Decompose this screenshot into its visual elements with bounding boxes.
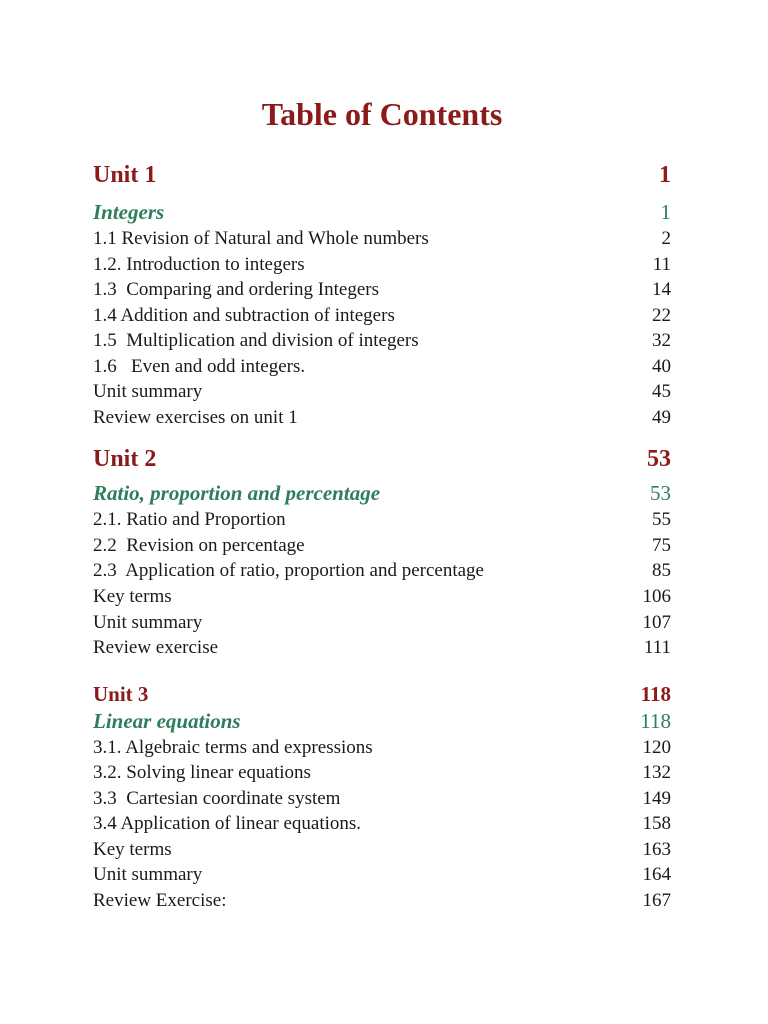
toc-entry	[93, 405, 671, 430]
toc-entry	[93, 635, 671, 660]
toc-entry	[93, 837, 671, 862]
unit-heading-label: Unit 1	[93, 162, 157, 188]
unit-heading-row	[93, 680, 671, 708]
toc-entry-label: Unit summary	[93, 864, 203, 885]
toc-entry	[93, 303, 671, 328]
toc-entry	[93, 888, 671, 913]
toc-entry-page: 106	[642, 586, 671, 607]
toc-entry-label: 1.3 Comparing and ordering Integers	[93, 279, 379, 300]
toc-entry-page: 45	[652, 381, 671, 402]
toc-entry	[93, 584, 671, 609]
toc-entry-label: Review exercises on unit 1	[93, 407, 298, 428]
topic-heading-page: 1	[660, 200, 671, 224]
toc-entry-label: Unit summary	[93, 381, 203, 402]
toc-entry-page: 107	[642, 612, 671, 633]
toc-entry-label: Key terms	[93, 839, 172, 860]
toc-entry	[93, 277, 671, 302]
toc-entry	[93, 533, 671, 558]
toc-entry-label: 3.3 Cartesian coordinate system	[93, 788, 341, 809]
toc-entry-page: 75	[652, 535, 671, 556]
toc-entry-label: Review Exercise:	[93, 890, 227, 911]
page-title: Table of Contents	[261, 96, 503, 132]
toc-entry-label: 1.5 Multiplication and division of integers	[93, 330, 419, 351]
toc-entry	[93, 862, 671, 887]
toc-entry	[93, 226, 671, 251]
toc-entry-page: 167	[642, 890, 671, 911]
unit-heading-label: Unit 2	[93, 446, 157, 472]
toc-entry-label: 2.3 Application of ratio, proportion and percentage	[93, 560, 484, 581]
toc-entry-label: 2.2 Revision on percentage	[93, 535, 305, 556]
topic-heading-label: Integers	[93, 200, 165, 224]
unit-heading-label: Unit 3	[93, 682, 149, 706]
unit-heading-row	[93, 444, 671, 474]
toc-entry-label: 1.1 Revision of Natural and Whole numbers	[93, 228, 429, 249]
toc-entry-label: Key terms	[93, 586, 172, 607]
toc-entry-label: 1.6 Even and odd integers.	[93, 356, 306, 377]
topic-heading-row	[93, 198, 671, 226]
toc-entry-page: 120	[642, 737, 671, 758]
toc-entry-label: 3.1. Algebraic terms and expressions	[93, 737, 373, 758]
toc-entry-page: 22	[652, 305, 671, 326]
topic-heading-page: 53	[650, 481, 671, 505]
toc-entry	[93, 379, 671, 404]
toc-entry-page: 163	[642, 839, 671, 860]
toc-entry-label: 3.4 Application of linear equations.	[93, 813, 362, 834]
toc-entry	[93, 760, 671, 785]
toc-entry	[93, 252, 671, 277]
toc-entry	[93, 735, 671, 760]
toc-entry-page: 2	[661, 228, 671, 249]
toc-entry-page: 111	[643, 637, 671, 658]
toc-entry-page: 32	[652, 330, 671, 351]
toc-entry	[93, 328, 671, 353]
toc-entry	[93, 558, 671, 583]
toc-entry-page: 85	[652, 560, 671, 581]
toc-entry-page: 55	[652, 509, 671, 530]
topic-heading-row	[93, 479, 671, 507]
toc-entry-page: 158	[642, 813, 671, 834]
toc-entry-label: 3.2. Solving linear equations	[93, 762, 311, 783]
toc-entry-label: 2.1. Ratio and Proportion	[93, 509, 286, 530]
toc-entry-label: 1.4 Addition and subtraction of integers	[93, 305, 395, 326]
toc-entry-page: 132	[642, 762, 671, 783]
topic-heading-page: 118	[640, 709, 671, 733]
topic-heading-row	[93, 707, 671, 735]
toc-entry-page: 11	[652, 254, 671, 275]
unit-heading-page: 118	[640, 682, 671, 706]
toc-entry-page: 149	[642, 788, 671, 809]
unit-heading-page: 1	[659, 162, 671, 188]
topic-heading-label: Linear equations	[93, 709, 241, 733]
toc-entry	[93, 354, 671, 379]
toc-entry	[93, 786, 671, 811]
toc-entry-label: 1.2. Introduction to integers	[93, 254, 305, 275]
topic-heading-label: Ratio, proportion and percentage	[93, 481, 381, 505]
toc-entry	[93, 811, 671, 836]
toc-entry-label: Unit summary	[93, 612, 203, 633]
toc-entry	[93, 610, 671, 635]
toc-entry-label: Review exercise	[93, 637, 219, 658]
toc-entry-page: 164	[642, 864, 671, 885]
toc-entry	[93, 507, 671, 532]
toc-entry-page: 14	[652, 279, 671, 300]
unit-heading-row	[93, 160, 671, 190]
toc-entry-page: 49	[652, 407, 671, 428]
toc-entry-page: 40	[652, 356, 671, 377]
unit-heading-page: 53	[647, 446, 671, 472]
